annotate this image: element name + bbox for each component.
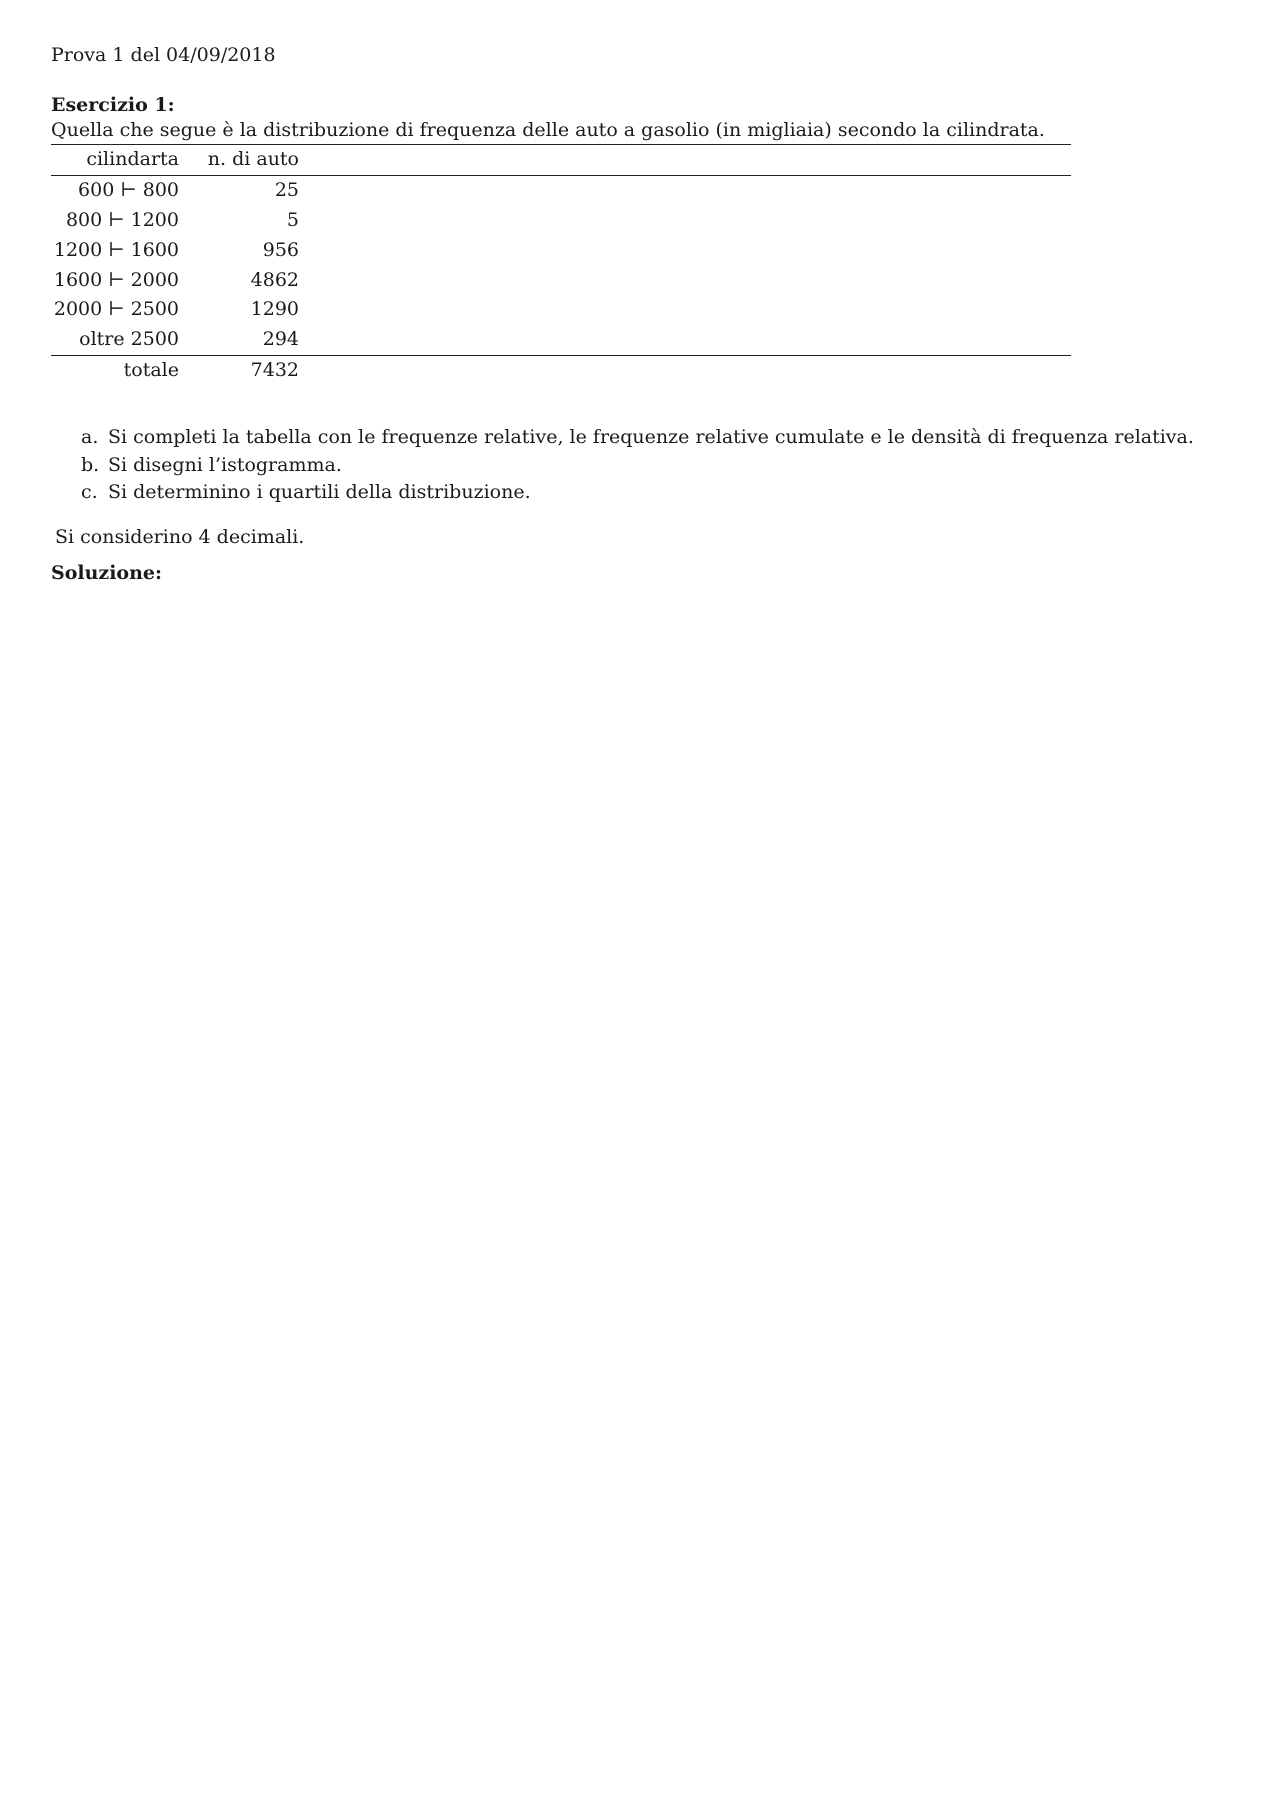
table-row xyxy=(51,325,1071,355)
frequency-table xyxy=(51,145,1071,385)
exercise-intro: Quella che segue è la distribuzione di frequenza delle auto a gasolio (in migliaia) secondo la cilindrata. xyxy=(51,119,1071,146)
count-cell: 4862 xyxy=(250,268,299,291)
table-row xyxy=(51,266,1071,296)
class-cell: 1600 ⊢ 2000 xyxy=(53,268,179,291)
class-cell: 1200 ⊢ 1600 xyxy=(53,238,179,261)
task-text: Si completi la tabella con le frequenze relative, le frequenze relative cumulate e le densità di frequenza relativa. xyxy=(108,425,1194,448)
count-cell: 1290 xyxy=(250,298,299,321)
column-header-spacer xyxy=(299,145,1071,175)
table-row xyxy=(51,176,1071,206)
decimals-note: Si considerino 4 decimali. xyxy=(55,526,305,549)
table-total-row xyxy=(51,355,1071,385)
task-item xyxy=(81,426,1231,449)
total-count: 7432 xyxy=(250,358,299,381)
count-cell: 25 xyxy=(274,179,299,202)
column-header-class: cilindarta xyxy=(51,145,179,175)
total-label: totale xyxy=(123,358,179,381)
count-cell: 956 xyxy=(262,238,299,261)
class-cell: 800 ⊢ 1200 xyxy=(65,208,179,231)
solution-heading: Soluzione: xyxy=(51,561,163,584)
count-cell: 294 xyxy=(179,325,299,355)
task-text: Si disegni l’istogramma. xyxy=(108,453,342,476)
document-page xyxy=(51,44,1231,585)
task-item xyxy=(81,481,1231,504)
table-row xyxy=(51,295,1071,325)
task-marker: a. xyxy=(81,425,99,448)
count-cell: 5 xyxy=(286,208,299,231)
exam-header: Prova 1 del 04/09/2018 xyxy=(51,44,276,66)
table-row xyxy=(51,206,1071,236)
class-cell: 2000 ⊢ 2500 xyxy=(53,298,179,321)
task-marker: c. xyxy=(81,481,98,504)
table-header-row xyxy=(51,145,1071,175)
column-header-count: n. di auto xyxy=(179,145,299,175)
class-cell: oltre 2500 xyxy=(51,325,179,355)
task-text: Si determinino i quartili della distribuzione. xyxy=(108,481,531,504)
table-row xyxy=(51,236,1071,266)
class-cell: 600 ⊢ 800 xyxy=(78,179,179,202)
task-item xyxy=(81,454,1231,477)
task-list xyxy=(51,426,1231,504)
exercise-title: Esercizio 1: xyxy=(51,93,175,116)
task-marker: b. xyxy=(81,453,100,476)
